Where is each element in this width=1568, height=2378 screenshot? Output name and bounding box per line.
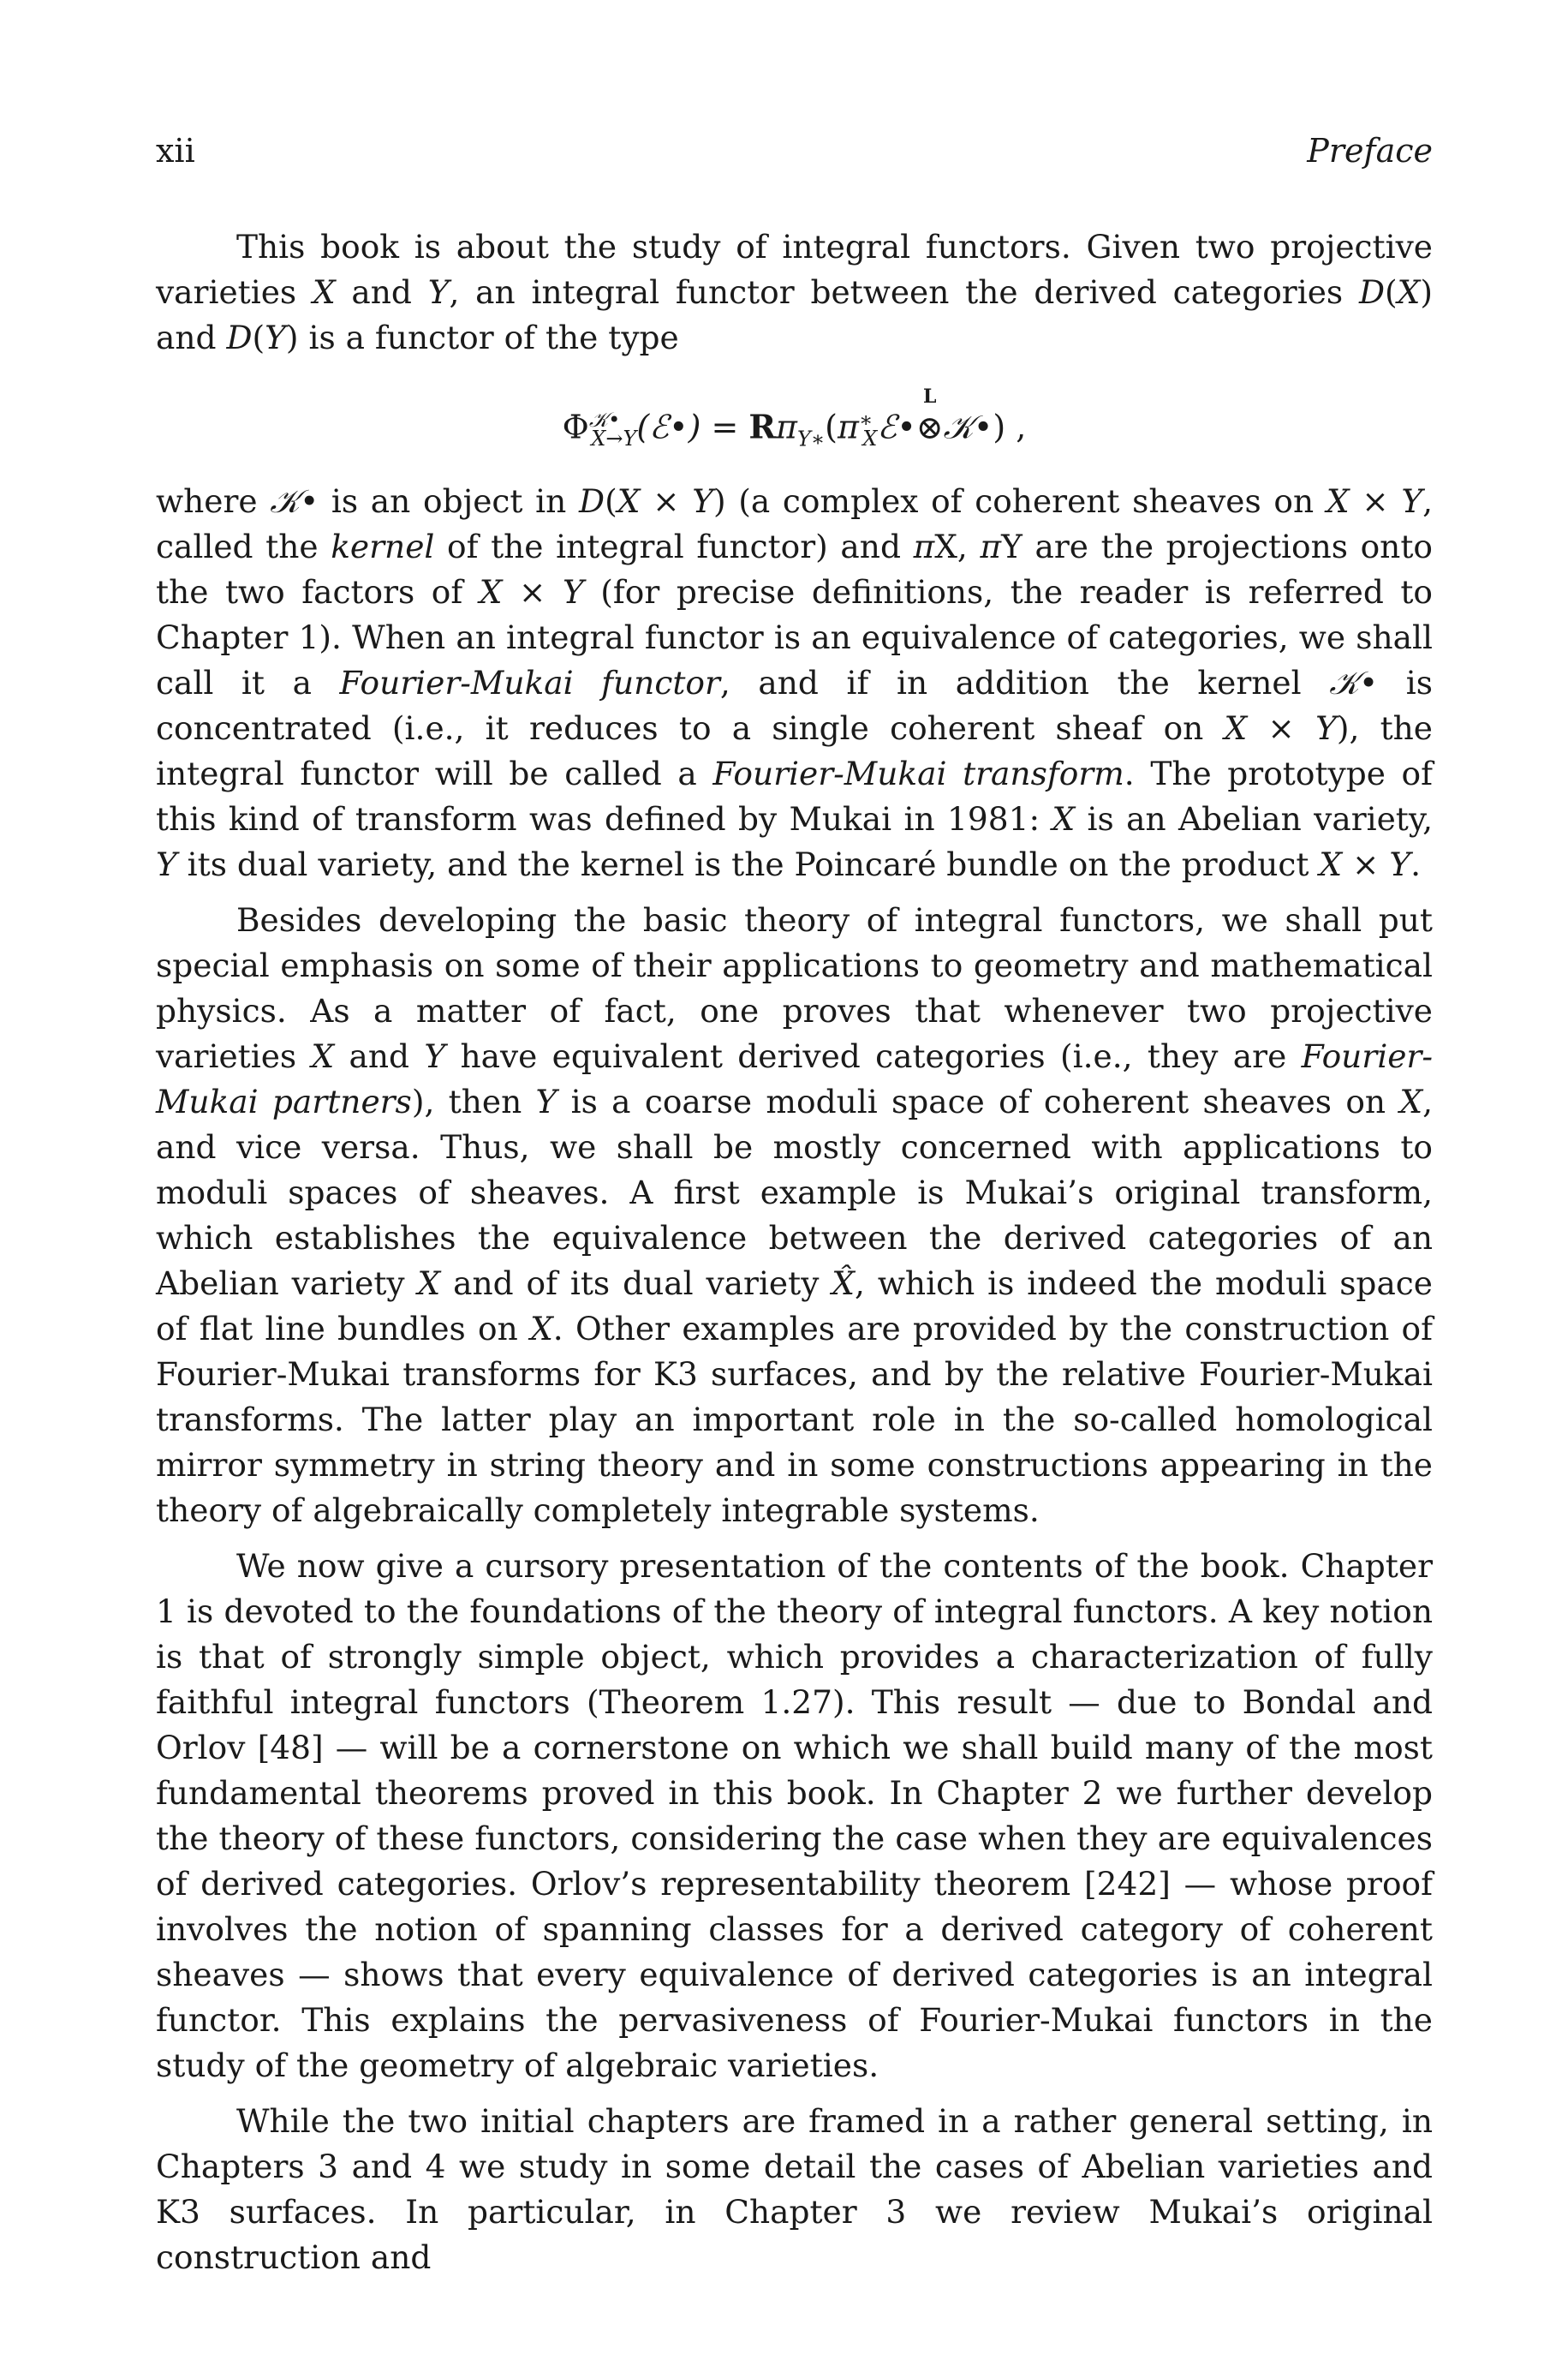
italic-text: π: [913, 528, 935, 565]
text-run: ), the integral functor will be called a: [156, 709, 1433, 792]
italic-text: Y: [1315, 709, 1337, 747]
italic-text: Y: [562, 573, 584, 611]
italic-text: 𝒦: [270, 482, 301, 520]
italic-text: Y: [424, 1037, 446, 1075]
eq-K: 𝒦•: [943, 408, 993, 446]
text-run: its dual variety, and the kernel is the Poincaré bundle on the product: [176, 845, 1320, 883]
text-run: ×: [1247, 709, 1316, 747]
text-run: have equivalent derived categories (i.e., they are: [445, 1037, 1302, 1075]
italic-text: X: [1224, 709, 1248, 747]
italic-text: X: [1399, 1083, 1423, 1120]
running-title: Preface: [1307, 132, 1433, 170]
eq-open: (: [825, 408, 838, 446]
page-number: xii: [156, 132, 195, 170]
text-run: , and if in addition the kernel: [719, 664, 1330, 702]
italic-text: X̂: [832, 1264, 855, 1302]
text-run: and: [335, 273, 428, 311]
text-run: While the two initial chapters are framed in a rather general setting, in Chapters 3 and 4 we study in some detail the cases of Abelian varieties and K3 surfaces. In particular, in Chapter 3 we review Mukai’s original construction and: [156, 2102, 1433, 2276]
paragraph-5: [156, 2099, 1433, 2280]
eq-arg: (ℰ•): [636, 408, 701, 446]
text-run: (for precise definitions, the reader is referred to Chapter 1). When an integral functor is an equivalence of categories, we shall call it a: [156, 573, 1433, 702]
italic-text: X: [617, 482, 641, 520]
italic-text: D: [226, 319, 253, 356]
italic-text: X: [1052, 800, 1076, 838]
text-run: . The prototype of this kind of transform was defined by Mukai in 1981:: [156, 755, 1433, 838]
paragraph-1: [156, 224, 1433, 361]
text-run: ) and: [156, 273, 1433, 356]
eq-derived: R: [748, 407, 776, 446]
italic-text: Y: [535, 1083, 557, 1120]
eq-pi-sub: Y∗: [796, 427, 826, 451]
italic-text: X: [1397, 273, 1421, 311]
paragraph-4: [156, 1544, 1433, 2088]
italic-text: X: [1326, 482, 1350, 520]
italic-text: kernel: [331, 528, 435, 565]
text-run: , and vice versa. Thus, we shall be mostly concerned with applications to moduli spaces of sheaves. A first example is Mukai’s original transform, which establishes the equivalence between the derived categories of an Abelian variety: [156, 1083, 1433, 1302]
text-run: ) is a functor of the type: [285, 319, 679, 356]
text-run: ), then: [411, 1083, 536, 1120]
italic-text: X: [312, 273, 336, 311]
text-run: ×: [1342, 845, 1390, 883]
eq-sub: X→Y: [591, 427, 637, 451]
paragraph-2: [156, 479, 1433, 887]
eq-close: ) ,: [993, 408, 1027, 446]
italic-text: Fourier-Mukai transform: [712, 755, 1124, 792]
text-run: Y are the projections onto the two factors of: [156, 528, 1433, 611]
eq-phi: Φ: [562, 408, 589, 446]
italic-text: 𝒦: [1329, 664, 1360, 702]
italic-text: Y: [265, 319, 286, 356]
text-run: ×: [1349, 482, 1402, 520]
text-run: ×: [502, 573, 563, 611]
italic-text: Y: [1389, 845, 1411, 883]
eq-otimes: ⊗: [915, 408, 944, 446]
eq-E: ℰ•: [877, 408, 916, 446]
italic-text: Y: [1401, 482, 1423, 520]
text-run: is an Abelian variety,: [1075, 800, 1433, 838]
text-run: (: [252, 319, 265, 356]
italic-text: X: [311, 1037, 335, 1075]
text-run: ×: [640, 482, 693, 520]
text-run: (: [1385, 273, 1398, 311]
italic-text: X: [530, 1310, 553, 1347]
italic-text: Fourier-Mukai functor: [339, 664, 720, 702]
text-run: is a coarse moduli space of coherent sheaves on: [557, 1083, 1400, 1120]
italic-text: D: [578, 482, 605, 520]
eq-pi2: π: [837, 408, 859, 446]
paragraph-3: [156, 898, 1433, 1533]
italic-text: D: [1358, 273, 1386, 311]
body-text: [156, 224, 1433, 2280]
eq-derived-tensor: [915, 385, 944, 457]
text-run: , an integral functor between the derived categories: [449, 273, 1359, 311]
running-header: [156, 128, 1433, 173]
book-page: [156, 128, 1433, 2313]
text-run: , called the: [156, 482, 1433, 565]
text-run: of the integral functor) and: [434, 528, 914, 565]
text-run: , which is indeed the moduli space of flat line bundles on: [156, 1264, 1433, 1347]
text-run: (: [605, 482, 617, 520]
text-run: ) (a complex of coherent sheaves on: [712, 482, 1327, 520]
eq-kernel-sup: 𝒦•: [588, 408, 621, 432]
integral-functor-equation: [156, 371, 1433, 479]
text-run: where: [156, 482, 271, 520]
eq-tensor-L: L: [922, 385, 937, 408]
eq-pi2-sub: X: [862, 427, 878, 451]
italic-text: X: [417, 1264, 441, 1302]
text-run: and: [334, 1037, 425, 1075]
italic-text: π: [980, 528, 1002, 565]
text-run: • is concentrated (i.e., it reduces to a single coherent sheaf on: [156, 664, 1433, 747]
text-run: X,: [934, 528, 981, 565]
text-run: This book is about the study of integral functors. Given two projective varieties: [156, 228, 1433, 311]
text-run: and of its dual variety: [440, 1264, 832, 1302]
text-run: . Other examples are provided by the construction of Fourier-Mukai transforms for K3 surfaces, and by the relative Fourier-Mukai transforms. The latter play an important role in the so-called homological mirror symmetry in string theory and in some constructions appearing in the theory of algebraically completely integrable systems.: [156, 1310, 1433, 1529]
text-run: .: [1410, 845, 1422, 883]
italic-text: X: [1319, 845, 1343, 883]
eq-equals: =: [701, 408, 749, 446]
text-run: We now give a cursory presentation of the contents of the book. Chapter 1 is devoted to the foundations of the theory of integral functors. A key notion is that of strongly simple object, which provides a characterization of fully faithful integral functors (Theorem 1.27). This result — due to Bondal and Orlov [48] — will be a cornerstone on which we shall build many of the most fundamental theorems proved in this book. In Chapter 2 we further develop the theory of these functors, considering the case when they are equivalences of derived categories. Orlov’s representability theorem [242] — whose proof involves the notion of spanning classes for a derived category of coherent sheaves — shows that every equivalence of derived categories is an integral functor. This explains the pervasiveness of Fourier-Mukai functors in the study of the geometry of algebraic varieties.: [156, 1547, 1433, 2084]
italic-text: Y: [427, 273, 450, 311]
italic-text: Y: [156, 845, 177, 883]
text-run: • is an object in: [300, 482, 579, 520]
italic-text: Fourier-Mukai partners: [156, 1037, 1434, 1120]
text-run: Besides developing the basic theory of integral functors, we shall put special emphasis on some of their applications to geometry and mathematical physics. As a matter of fact, one proves that whenever two projective varieties: [156, 901, 1433, 1075]
eq-pi: π: [776, 408, 797, 446]
italic-text: X: [479, 573, 503, 611]
italic-text: Y: [692, 482, 713, 520]
eq-pi2-sup: ∗: [858, 408, 873, 432]
